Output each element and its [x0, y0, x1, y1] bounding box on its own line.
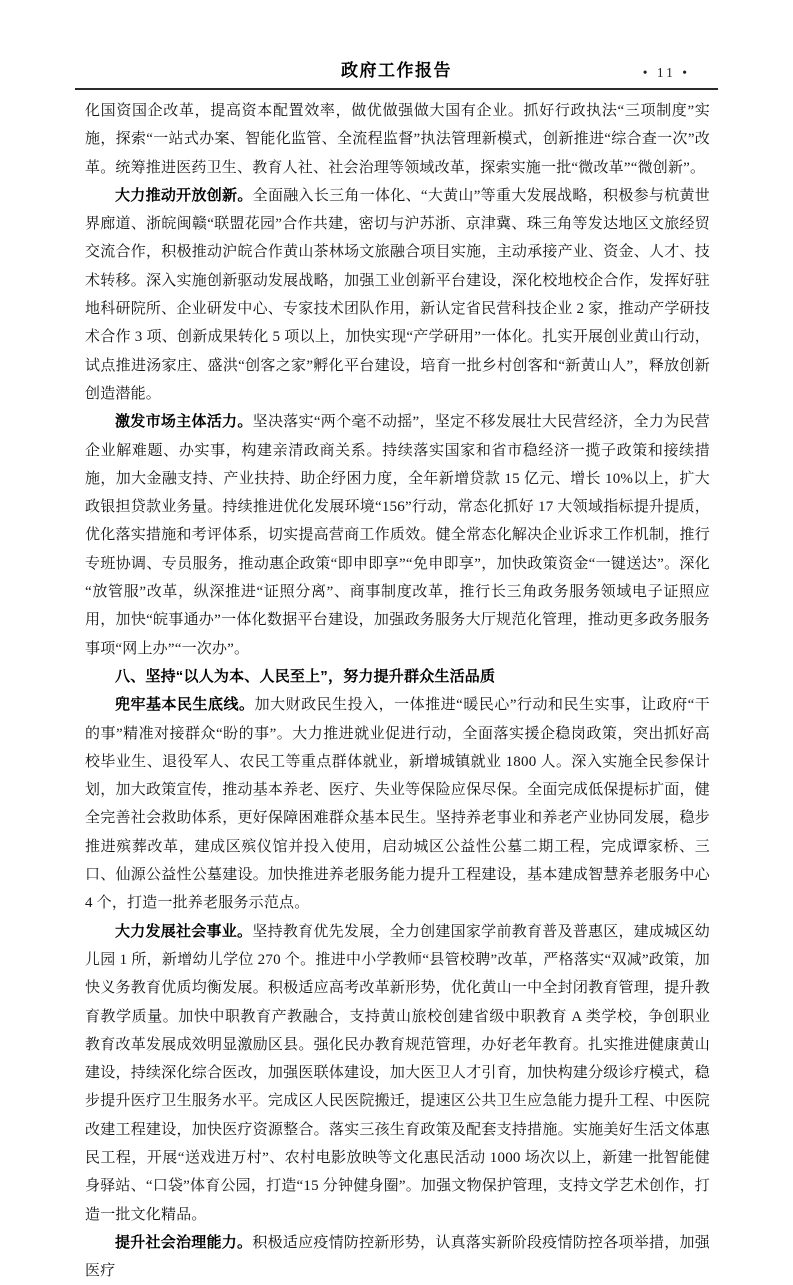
paragraph-lead: 大力发展社会事业。	[115, 922, 253, 940]
paragraph: 提升社会治理能力。积极适应疫情防控新形势，认真落实新阶段疫情防控各项举措，加强医疗	[85, 1233, 710, 1280]
paragraph: 大力推动开放创新。全面融入长三角一体化、“大黄山”等重大发展战略，积极参与杭黄世界廊道、浙皖闽赣“联盟花园”合作共建，密切与沪苏浙、京津冀、珠三角等发达地区文旅经贸交流合作，积极推动沪皖合作黄山茶林场文旅融合项目实施，主动承接产业、资金、人才、技术转移。深入实施创新驱动发展战略，加强工业创新平台建设，深化校地校企合作，发挥好驻地科研院所、企业研发中心、专家技术团队作用，新认定省民营科技企业 2 家，推动产学研技术合作 3 项、创新成果转化 5 项以上，加快实现“产学研用”一体化。扎实开展创业黄山行动，试点推进汤家庄、盛洪“创客之家”孵化平台建设，培育一批乡村创客和“新黄山人”，释放创新创造潜能。	[85, 186, 710, 402]
paragraph: 大力发展社会事业。坚持教育优先发展，全力创建国家学前教育普及普惠区，建成城区幼儿园 1 所，新增幼儿学位 270 个。推进中小学教师“县管校聘”改革，严格落实“双减”政策，加快义务教育优质均衡发展。积极适应高考改革新形势，优化黄山一中全封闭教育管理，提升教育教学质量。加快中职教育产教融合，支持黄山旅校创建省级中职教育 A 类学校，争创职业教育改革发展成效明显激励区县。强化民办教育规范管理，办好老年教育。扎实推进健康黄山建设，持续深化综合医改，加强医联体建设，加大医卫人才引育，加快构建分级诊疗模式，稳步提升医疗卫生服务水平。完成区人民医院搬迁，提速区公共卫生应急能力提升工程、中医院改建工程建设，加快医疗资源整合。落实三孩生育政策及配套支持措施。实施美好生活文体惠民工程，开展“送戏进万村”、农村电影放映等文化惠民活动 1000 场次以上，新建一批智能健身驿站、“口袋”体育公园，打造“15 分钟健身圈”。加强文物保护管理，支持文学艺术创作，打造一批文化精品。	[85, 922, 710, 1223]
document-body	[85, 90, 710, 1285]
page-header	[75, 56, 718, 90]
paragraph-lead: 激发市场主体活力。	[115, 413, 253, 431]
paragraph: 激发市场主体活力。坚决落实“两个毫不动摇”，坚定不移发展壮大民营经济，全力为民营企业解难题、办实事，构建亲清政商关系。持续落实国家和省市稳经济一揽子政策和接续措施，加大金融支持、产业扶持、助企纾困力度，全年新增贷款 15 亿元、增长 10%以上，扩大政银担贷款业务量。持续推进优化发展环境“156”行动，常态化抓好 17 大领域指标提升提质，优化落实措施和考评体系，切实提高营商工作质效。健全常态化解决企业诉求工作机制，推行专班协调、专员服务，推动惠企政策“即申即享”“免申即享”，加快政策资金“一键送达”。深化“放管服”改革，纵深推进“证照分离”、商事制度改革，推行长三角政务服务领域电子证照应用，加快“皖事通办”一体化数据平台建设，加强政务服务大厅规范化管理，推动更多政务服务事项“网上办”“一次办”。	[85, 413, 710, 657]
section-heading: 八、坚持“以人为本、人民至上”，努力提升群众生活品质	[115, 667, 496, 685]
paragraph: 化国资国企改革，提高资本配置效率，做优做强做大国有企业。抓好行政执法“三项制度”实施，探索“一站式办案、智能化监管、全流程监督”执法管理新模式，创新推进“综合查一次”改革。统筹推进医药卫生、教育人社、社会治理等领域改革，探索实施一批“微改革”“微创新”。	[85, 103, 710, 176]
paragraph: 兜牢基本民生底线。加大财政民生投入，一体推进“暖民心”行动和民生实事，让政府“干的事”精准对接群众“盼的事”。大力推进就业促进行动，全面落实援企稳岗政策，突出抓好高校毕业生、退役军人、农民工等重点群体就业，新增城镇就业 1800 人。深入实施全民参保计划，加大政策宣传，推动基本养老、医疗、失业等保险应保尽保。全面完成低保提标扩面，健全完善社会救助体系，更好保障困难群众基本民生。坚持养老事业和养老产业协同发展，稳步推进殡葬改革，建成区殡仪馆并投入使用，启动城区公益性公墓二期工程，完成谭家桥、三口、仙源公益性公墓建设。加快推进养老服务能力提升工程建设，基本建成智慧养老服务中心 4 个，打造一批养老服务示范点。	[85, 696, 710, 912]
page-number: • 11 •	[642, 65, 690, 80]
paragraph-lead: 兜牢基本民生底线。	[115, 696, 255, 714]
document-title: 政府工作报告	[341, 61, 452, 80]
paragraph-lead: 提升社会治理能力。	[115, 1233, 253, 1251]
paragraph-lead: 大力推动开放创新。	[115, 186, 253, 204]
